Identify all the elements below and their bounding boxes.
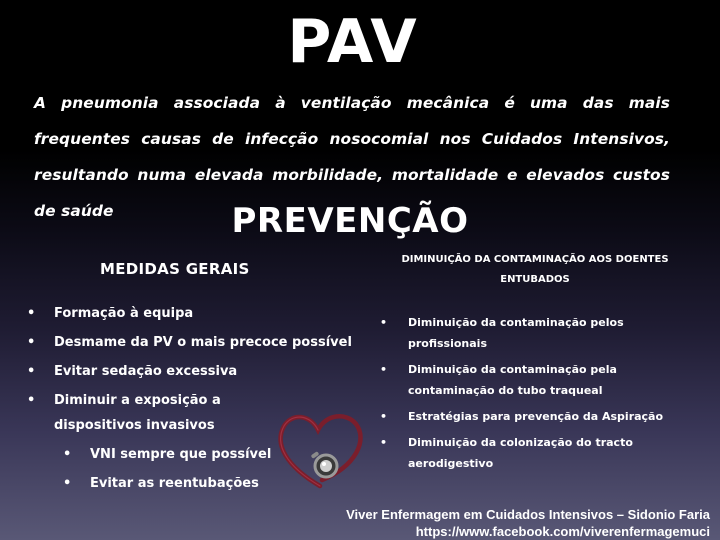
list-item-text: Diminuição da contaminação pela contaminação do tubo traqueal [408, 363, 617, 397]
list-item [380, 312, 643, 354]
list-item-text: Estratégias para prevenção da Aspiração [408, 410, 664, 423]
list-item-text: Evitar as reentubações [90, 476, 259, 491]
list-item [380, 406, 685, 427]
list-item-text: Diminuição da colonização do tracto aerodigestivo [408, 436, 633, 470]
bullet-icon: • [380, 436, 388, 449]
footer-credit [346, 506, 710, 540]
left-column-heading: MEDIDAS GERAIS [100, 260, 250, 278]
list-item-text: Evitar sedação excessiva [54, 364, 238, 379]
section-title: PREVENÇÃO [231, 201, 469, 241]
list-item [27, 301, 367, 326]
bullet-icon: • [380, 410, 388, 423]
bullet-icon: • [63, 476, 72, 491]
list-item-text: Diminuição da contaminação pelos profissionais [408, 316, 624, 350]
bullet-icon: • [27, 393, 36, 408]
bullet-icon: • [27, 335, 36, 350]
intro-paragraph: A pneumonia associada à ventilação mecânica é uma das mais frequentes causas de infecção nosocomial nos Cuidados Intensivos, resultando numa elevada morbilidade, mortalidade e elevados custos de saúde [34, 94, 670, 220]
list-item-text: Desmame da PV o mais precoce possível [54, 335, 352, 350]
list-item [380, 359, 643, 401]
list-item [27, 388, 304, 438]
right-bullet-list [380, 312, 685, 479]
bullet-icon: • [380, 316, 388, 329]
stethoscope-heart-icon [272, 408, 368, 494]
list-item [27, 330, 367, 355]
bullet-icon: • [63, 447, 72, 462]
list-item [380, 432, 663, 474]
slide-title: PAV [287, 7, 418, 77]
list-item [27, 359, 367, 384]
bullet-icon: • [380, 363, 388, 376]
right-column-heading: DIMINUIÇÃO DA CONTAMINAÇÃO AOS DOENTES ENTUBADOS [401, 254, 669, 285]
footer-link[interactable]: https://www.facebook.com/viverenfermagemuci [415, 524, 710, 539]
bullet-icon: • [27, 364, 36, 379]
bullet-icon: • [27, 306, 36, 321]
list-item-text: VNI sempre que possível [90, 447, 272, 462]
footer-line-1: Viver Enfermagem em Cuidados Intensivos – Sidonio Faria [346, 507, 710, 522]
list-item-text: Formação à equipa [54, 306, 194, 321]
list-item-text: Diminuir a exposição a dispositivos invasivos [54, 393, 221, 433]
